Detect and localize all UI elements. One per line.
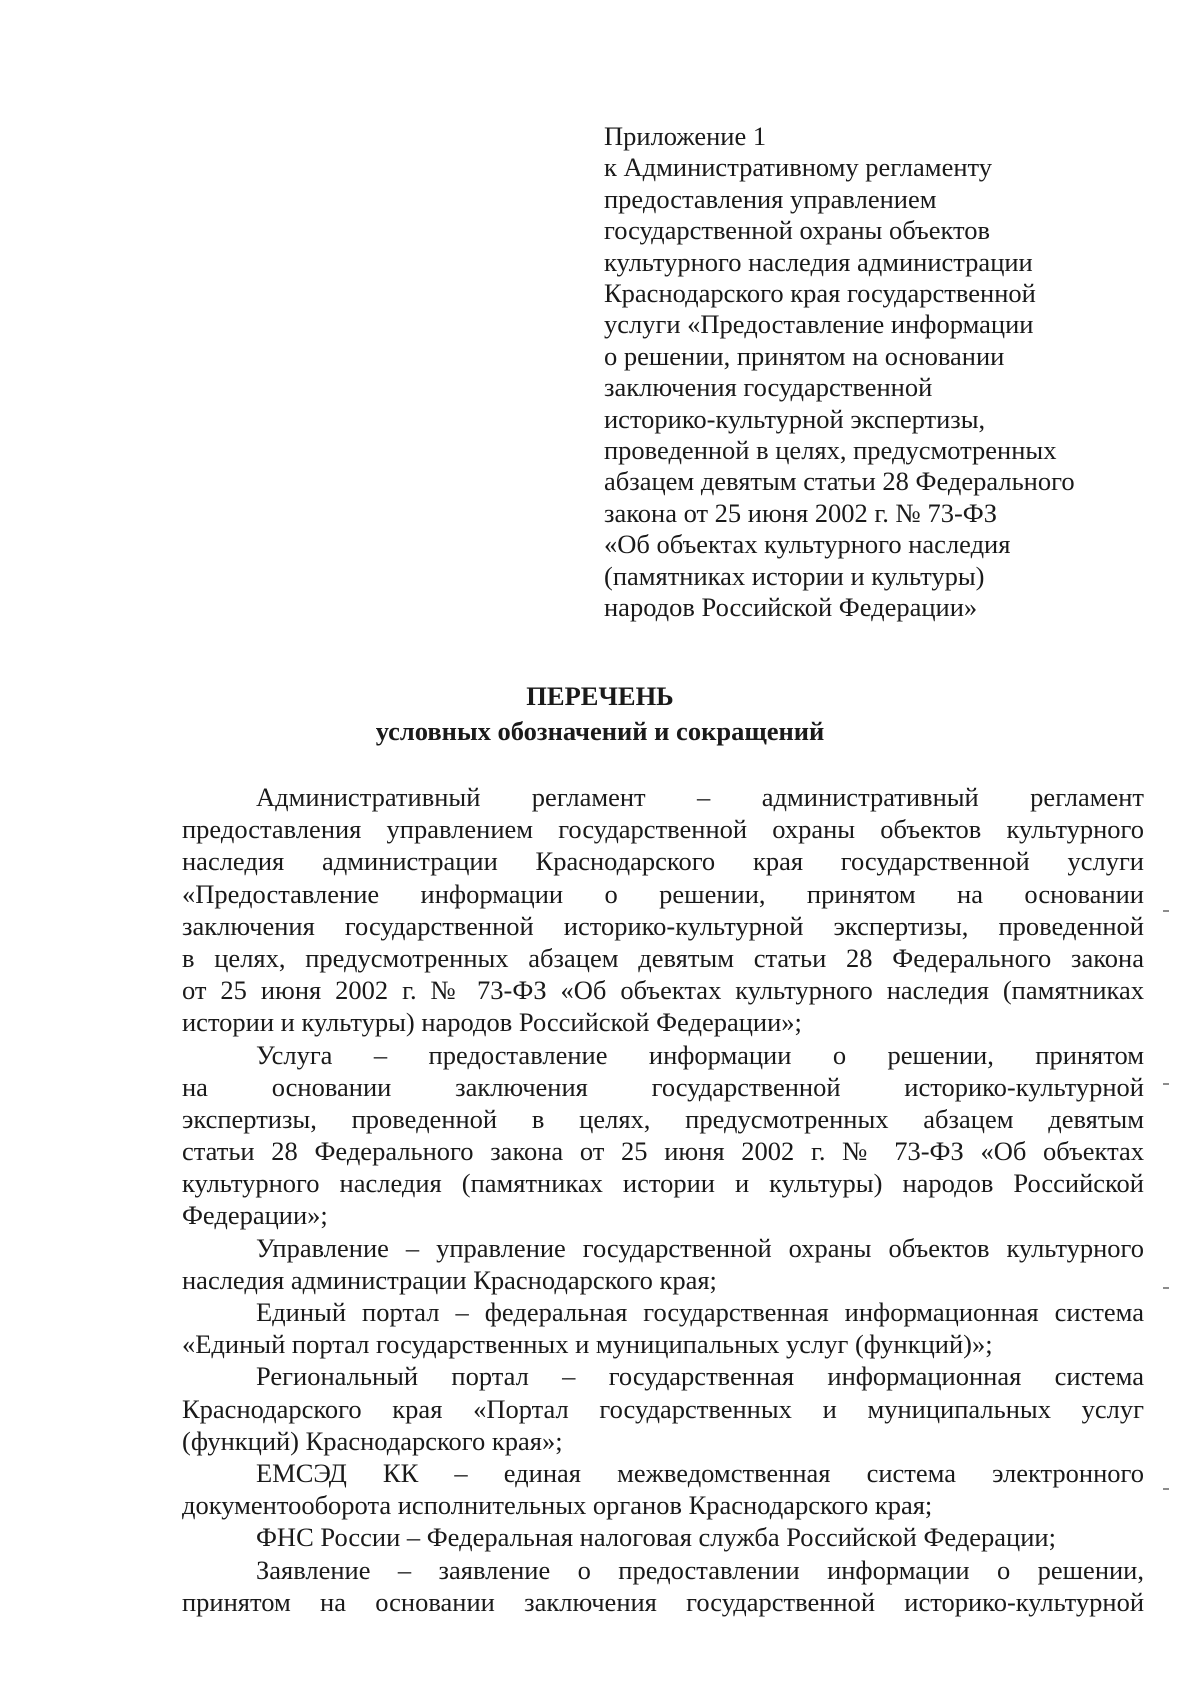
appendix-line: культурного наследия администрации bbox=[604, 246, 1033, 277]
appendix-header bbox=[604, 121, 1124, 624]
appendix-line: «Об объектах культурного наследия bbox=[604, 529, 1011, 560]
title-heading: ПЕРЕЧЕНЬ bbox=[526, 681, 674, 711]
appendix-line: закона от 25 июня 2002 г. № 73-ФЗ bbox=[604, 497, 997, 528]
appendix-line: заключения государственной bbox=[604, 372, 933, 403]
body-line: принятом на основании заключения государственной историко-культурной bbox=[182, 1586, 1144, 1617]
scan-mark bbox=[1163, 1083, 1169, 1085]
body-line: наследия администрации Краснодарского края; bbox=[182, 1264, 717, 1295]
appendix-line: предоставления управлением bbox=[604, 183, 937, 214]
body-line: (функций) Краснодарского края»; bbox=[182, 1425, 563, 1456]
appendix-line: народов Российской Федерации» bbox=[604, 592, 978, 623]
appendix-line: услуги «Предоставление информации bbox=[604, 309, 1034, 340]
body-line: на основании заключения государственной историко-культурной bbox=[182, 1071, 1144, 1102]
body-line: Услуга – предоставление информации о решении, принятом bbox=[256, 1039, 1144, 1070]
body-line: наследия администрации Краснодарского края государственной услуги bbox=[182, 846, 1144, 877]
scan-mark bbox=[1163, 1488, 1169, 1490]
body-line: от 25 июня 2002 г. № 73-ФЗ «Об объектах культурного наследия (памятниках bbox=[182, 975, 1144, 1006]
body-line: Федерации»; bbox=[182, 1200, 328, 1231]
body-line: экспертизы, проведенной в целях, предусмотренных абзацем девятым bbox=[182, 1103, 1144, 1134]
body-line: предоставления управлением государственной охраны объектов культурного bbox=[182, 814, 1144, 845]
appendix-line: Приложение 1 bbox=[604, 121, 767, 151]
appendix-line: Краснодарского края государственной bbox=[604, 278, 1036, 309]
body-line: Региональный портал – государственная информационная система bbox=[256, 1361, 1144, 1392]
appendix-line: историко-культурной экспертизы, bbox=[604, 403, 986, 434]
body-line: Административный регламент – административный регламент bbox=[256, 782, 1144, 812]
body-line: «Предоставление информации о решении, принятом на основании bbox=[182, 878, 1144, 909]
body-line: в целях, предусмотренных абзацем девятым статьи 28 Федерального закона bbox=[182, 942, 1144, 973]
appendix-line: проведенной в целях, предусмотренных bbox=[604, 435, 1057, 466]
document-title bbox=[300, 679, 900, 749]
body-line: статьи 28 Федерального закона от 25 июня 2002 г. № 73-ФЗ «Об объектах bbox=[182, 1136, 1144, 1167]
scan-mark bbox=[1163, 910, 1169, 912]
body-line: заключения государственной историко-культурной экспертизы, проведенной bbox=[182, 910, 1144, 941]
body-line: Единый портал – федеральная государственная информационная система bbox=[256, 1297, 1144, 1327]
body-line: «Единый портал государственных и муниципальных услуг (функций)»; bbox=[182, 1329, 993, 1360]
body-line: документооборота исполнительных органов Краснодарского края; bbox=[182, 1490, 933, 1521]
body-line: истории и культуры) народов Российской Федерации»; bbox=[182, 1007, 802, 1038]
appendix-line: к Административному регламенту bbox=[604, 152, 992, 183]
body-text bbox=[182, 781, 1144, 1618]
body-line: Заявление – заявление о предоставлении информации о решении, bbox=[256, 1554, 1144, 1585]
appendix-line: о решении, принятом на основании bbox=[604, 340, 1005, 371]
body-line: Управление – управление государственной охраны объектов культурного bbox=[256, 1232, 1144, 1263]
body-line: Краснодарского края «Портал государственных и муниципальных услуг bbox=[182, 1393, 1144, 1424]
appendix-line: абзацем девятым статьи 28 Федерального bbox=[604, 466, 1075, 497]
body-line: ЕМСЭД КК – единая межведомственная система электронного bbox=[256, 1457, 1144, 1488]
body-line: культурного наследия (памятниках истории и культуры) народов Российской bbox=[182, 1168, 1144, 1199]
title-subheading: условных обозначений и сокращений bbox=[375, 716, 825, 746]
appendix-line: (памятниках истории и культуры) bbox=[604, 560, 985, 591]
appendix-line: государственной охраны объектов bbox=[604, 215, 991, 246]
scan-mark bbox=[1163, 1287, 1169, 1289]
body-line: ФНС России – Федеральная налоговая служба Российской Федерации; bbox=[256, 1522, 1056, 1553]
